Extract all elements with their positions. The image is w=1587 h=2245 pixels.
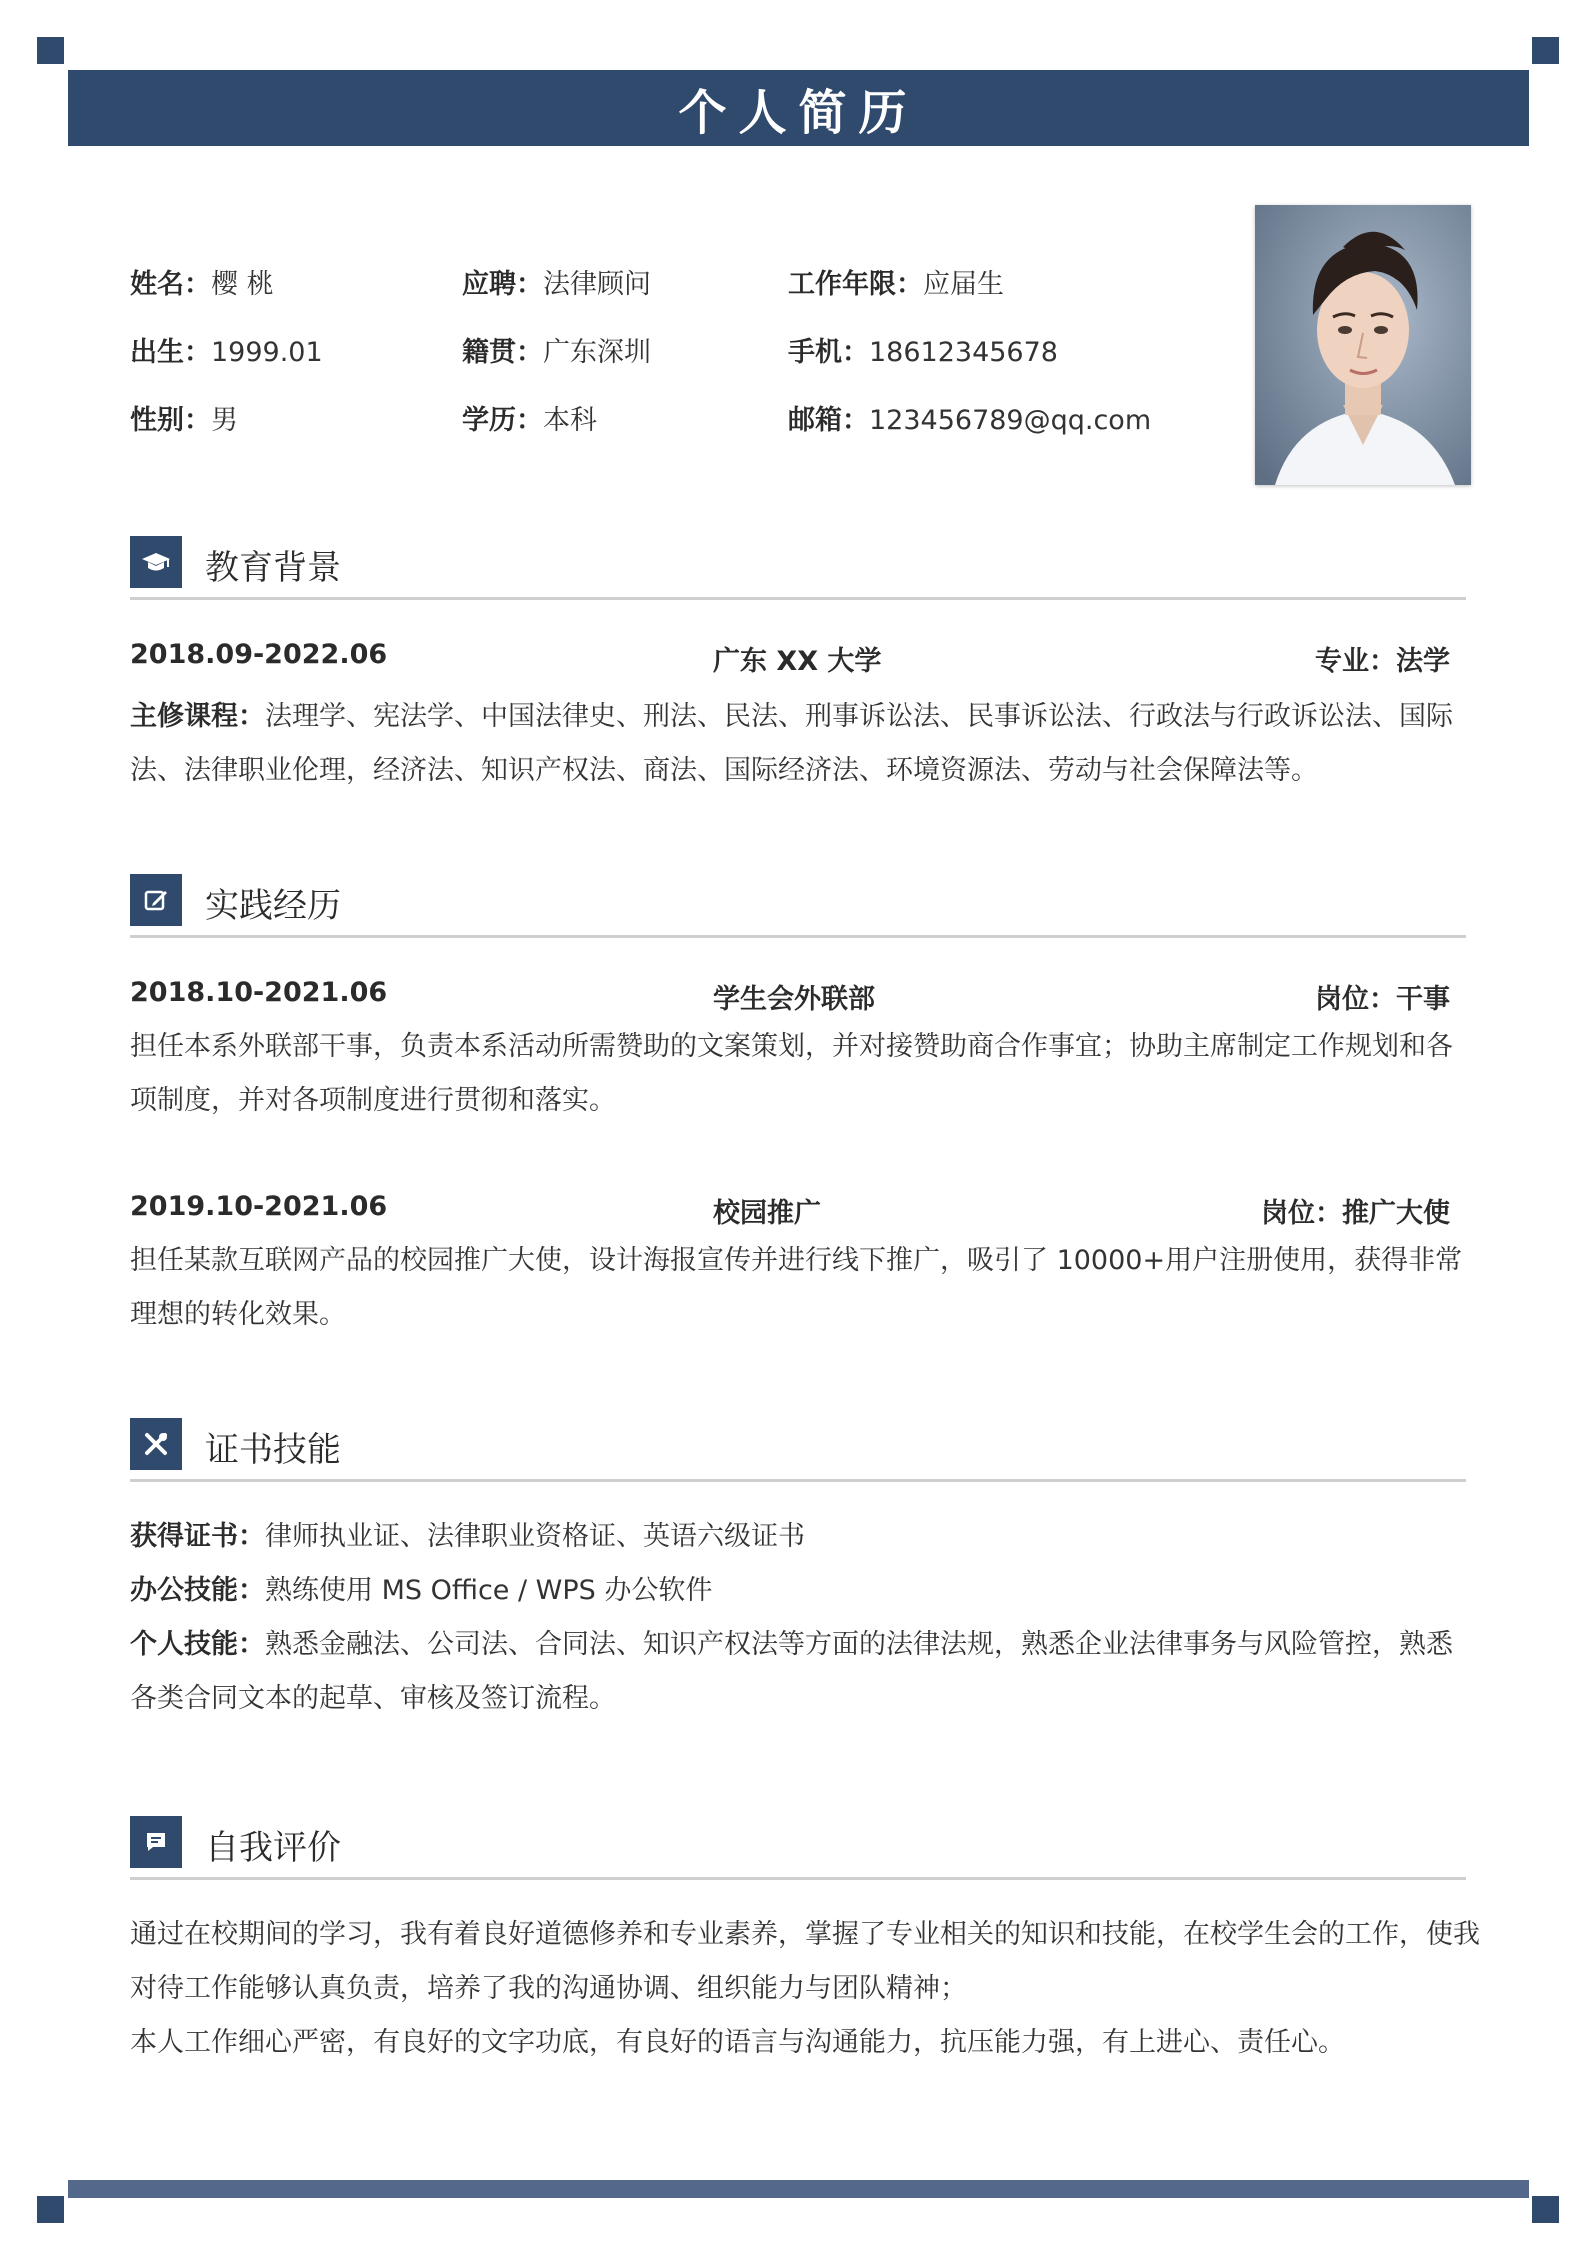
tools-icon bbox=[130, 1418, 182, 1470]
practice-item-2-row bbox=[130, 1191, 1450, 1227]
info-email bbox=[788, 398, 1151, 437]
section-header-education bbox=[130, 536, 1466, 588]
info-origin-value: 广东深圳 bbox=[543, 337, 651, 368]
info-edu-value: 本科 bbox=[543, 405, 597, 436]
certs-text: 律师执业证、法律职业资格证、英语六级证书 bbox=[265, 1521, 805, 1552]
info-edu bbox=[462, 398, 597, 437]
corner-decoration-bottom-right bbox=[1532, 2196, 1559, 2223]
courses-text: 法理学、宪法学、中国法律史、刑法、民法、刑事诉讼法、民事诉讼法、行政法与行政诉讼法、国际法、法律职业伦理，经济法、知识产权法、商法、国际经济法、环境资源法、劳动与社会保障法等。 bbox=[130, 701, 1453, 786]
corner-decoration-bottom-left bbox=[37, 2196, 64, 2223]
practice-item-1-row bbox=[130, 977, 1450, 1013]
section-title-practice: 实践经历 bbox=[205, 886, 341, 926]
section-divider bbox=[130, 597, 1466, 600]
self-eval-paragraph-2: 本人工作细心严密，有良好的文字功底，有良好的语言与沟通能力，抗压能力强，有上进心、责任心。 bbox=[130, 2027, 1345, 2058]
section-title-self-eval: 自我评价 bbox=[205, 1828, 341, 1868]
practice-item-1-org: 学生会外联部 bbox=[713, 984, 875, 1015]
info-origin-label: 籍贯： bbox=[462, 337, 543, 368]
info-origin bbox=[462, 330, 651, 369]
comment-icon bbox=[130, 1816, 182, 1868]
practice-item-2-org: 校园推广 bbox=[713, 1198, 821, 1229]
self-eval-paragraph-1: 通过在校期间的学习，我有着良好道德修养和专业素养，掌握了专业相关的知识和技能，在校学生会的工作，使我对待工作能够认真负责，培养了我的沟通协调、组织能力与团队精神； bbox=[130, 1919, 1480, 2004]
office-text: 熟练使用 MS Office / WPS 办公软件 bbox=[265, 1575, 713, 1606]
info-apply bbox=[462, 262, 651, 301]
section-divider bbox=[130, 935, 1466, 938]
info-apply-label: 应聘： bbox=[462, 269, 543, 300]
office-label: 办公技能： bbox=[130, 1575, 265, 1606]
corner-decoration-top-left bbox=[37, 37, 64, 64]
info-edu-label: 学历： bbox=[462, 405, 543, 436]
education-courses bbox=[130, 690, 1475, 798]
section-header-practice bbox=[130, 874, 1466, 926]
personal-skills-label: 个人技能： bbox=[130, 1629, 265, 1660]
info-apply-value: 法律顾问 bbox=[543, 269, 651, 300]
skills-certs bbox=[130, 1510, 1475, 1564]
certs-label: 获得证书： bbox=[130, 1521, 265, 1552]
education-major: 专业：法学 bbox=[1315, 646, 1450, 677]
edit-icon bbox=[130, 874, 182, 926]
info-years-value: 应届生 bbox=[923, 269, 1004, 300]
practice-item-1-desc: 担任本系外联部干事，负责本系活动所需赞助的文案策划，并对接赞助商合作事宜；协助主席制定工作规划和各项制度，并对各项制度进行贯彻和落实。 bbox=[130, 1031, 1453, 1116]
info-gender-value: 男 bbox=[211, 405, 238, 436]
section-title-skills: 证书技能 bbox=[205, 1430, 341, 1470]
skills-personal bbox=[130, 1618, 1475, 1726]
courses-label: 主修课程： bbox=[130, 701, 265, 732]
info-email-label: 邮箱： bbox=[788, 405, 869, 436]
info-email-value: 123456789@qq.com bbox=[869, 405, 1152, 436]
practice-item-1-role: 岗位：干事 bbox=[1315, 984, 1450, 1015]
info-name-value: 樱 桃 bbox=[211, 269, 274, 300]
page-title: 个人简历 bbox=[678, 84, 919, 141]
info-phone-value: 18612345678 bbox=[869, 337, 1058, 368]
info-years bbox=[788, 262, 1004, 301]
education-school: 广东 XX 大学 bbox=[713, 646, 882, 677]
education-row bbox=[130, 639, 1450, 675]
practice-item-2-period: 2019.10-2021.06 bbox=[130, 1191, 388, 1222]
practice-item-2-desc: 担任某款互联网产品的校园推广大使，设计海报宣传并进行线下推广，吸引了 10000+用户注册使用，获得非常理想的转化效果。 bbox=[130, 1245, 1463, 1330]
section-header-skills bbox=[130, 1418, 1466, 1470]
info-birth bbox=[130, 330, 323, 369]
corner-decoration-top-right bbox=[1532, 37, 1559, 64]
section-divider bbox=[130, 1479, 1466, 1482]
info-gender bbox=[130, 398, 238, 437]
skills-office bbox=[130, 1564, 1475, 1618]
personal-skills-text: 熟悉金融法、公司法、合同法、知识产权法等方面的法律法规，熟悉企业法律事务与风险管控，熟悉各类合同文本的起草、审核及签订流程。 bbox=[130, 1629, 1453, 1714]
info-gender-label: 性别： bbox=[130, 405, 211, 436]
graduation-cap-icon bbox=[130, 536, 182, 588]
section-divider bbox=[130, 1877, 1466, 1880]
info-phone bbox=[788, 330, 1058, 369]
section-title-education: 教育背景 bbox=[205, 548, 341, 588]
info-name bbox=[130, 262, 274, 301]
practice-item-1-period: 2018.10-2021.06 bbox=[130, 977, 388, 1008]
profile-photo bbox=[1255, 205, 1471, 485]
education-period: 2018.09-2022.06 bbox=[130, 639, 388, 670]
footer-bar bbox=[68, 2180, 1529, 2198]
info-birth-value: 1999.01 bbox=[211, 337, 323, 368]
info-years-label: 工作年限： bbox=[788, 269, 923, 300]
section-header-self-eval bbox=[130, 1816, 1466, 1868]
info-phone-label: 手机： bbox=[788, 337, 869, 368]
info-name-label: 姓名： bbox=[130, 269, 211, 300]
info-birth-label: 出生： bbox=[130, 337, 211, 368]
title-banner bbox=[68, 70, 1529, 146]
practice-item-2-role: 岗位：推广大使 bbox=[1261, 1198, 1450, 1229]
